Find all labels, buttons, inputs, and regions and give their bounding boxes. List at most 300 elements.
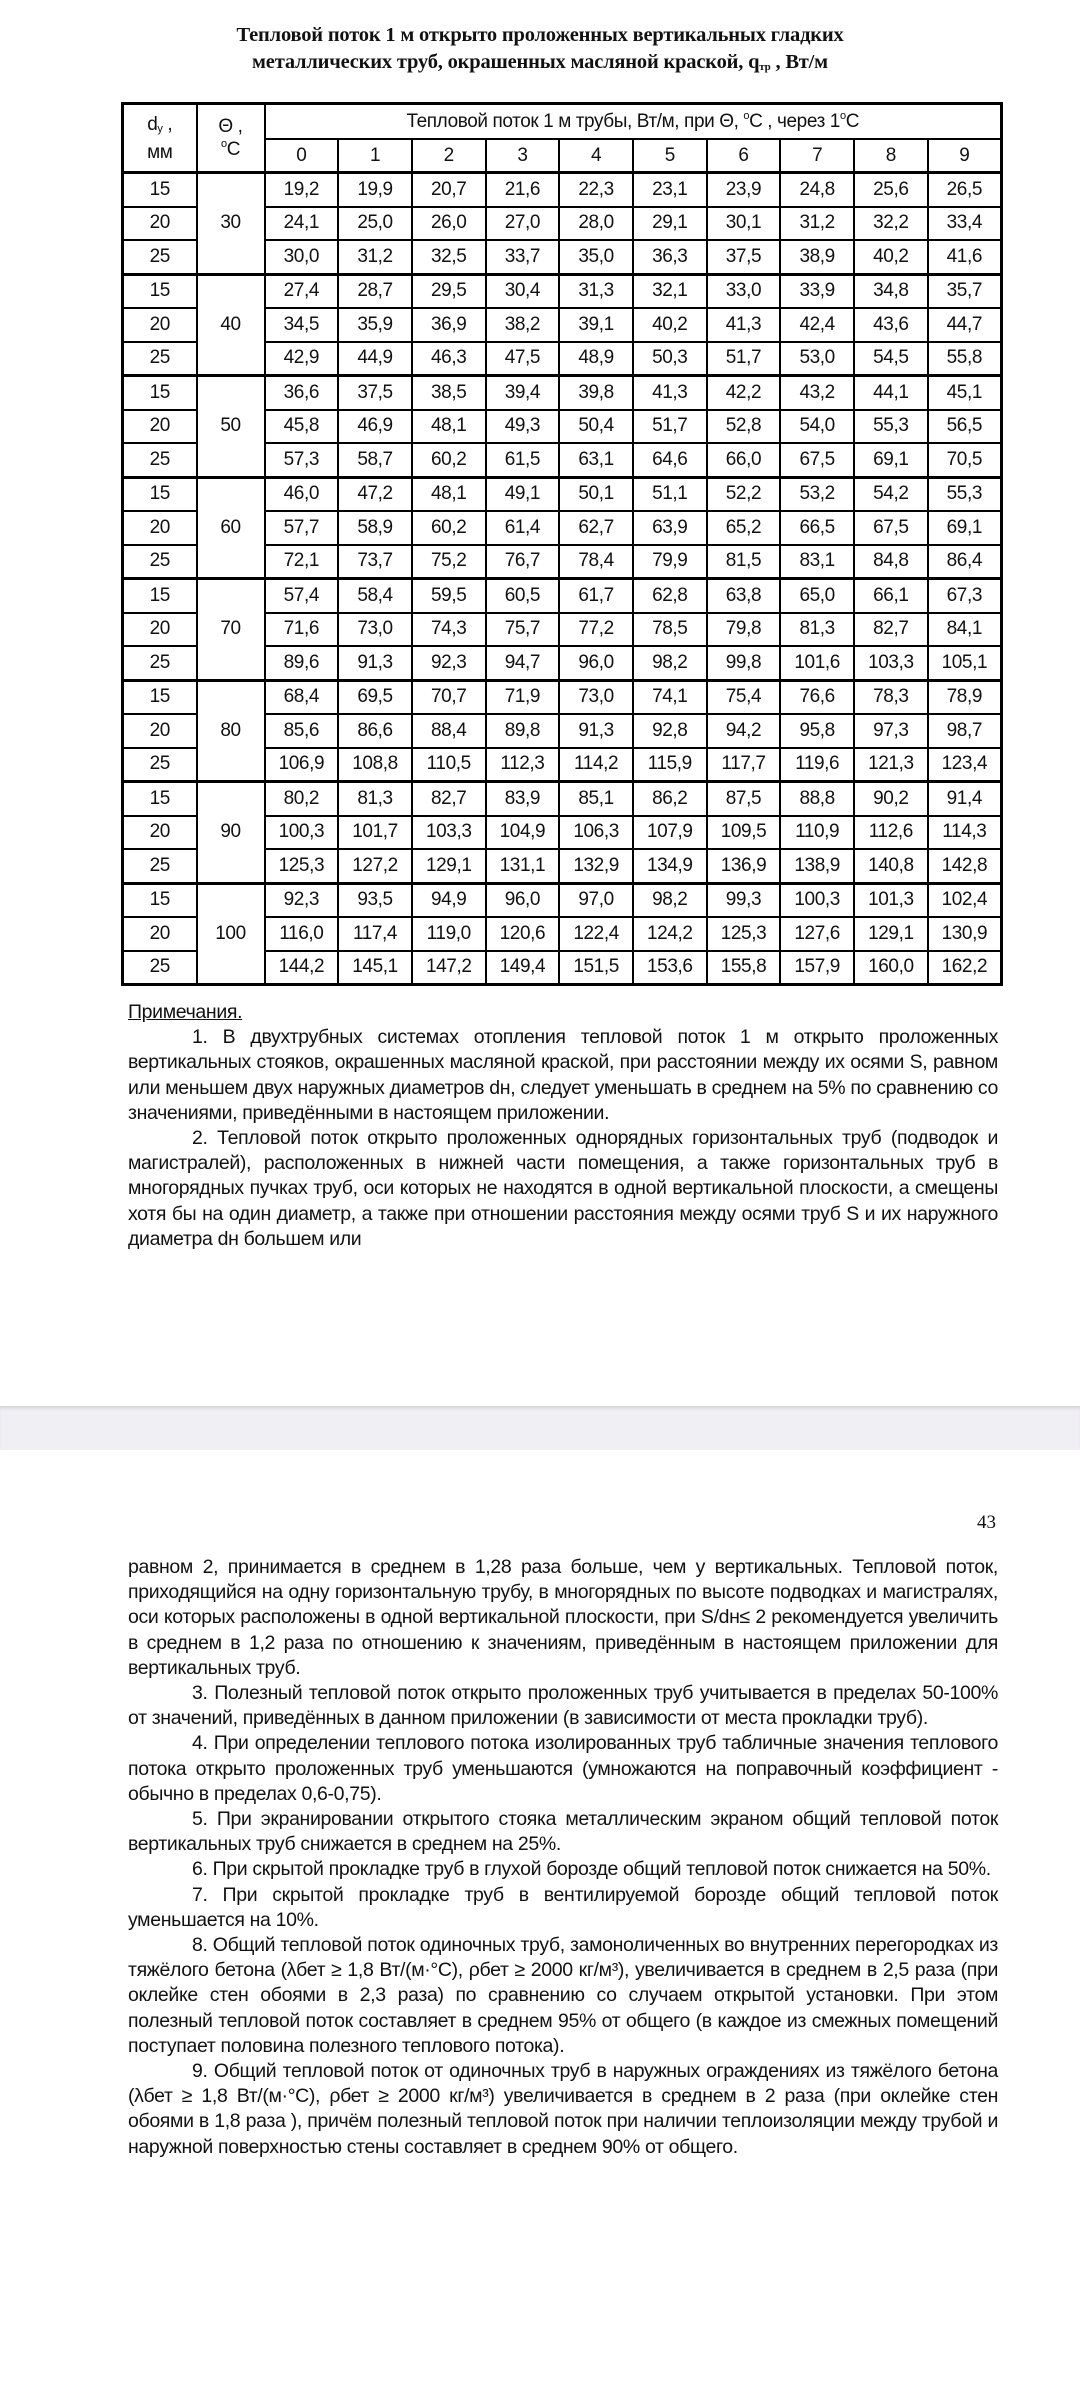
heat-flux-cell: 79,9 — [633, 545, 707, 579]
pipe-diameter-cell: 20 — [123, 816, 197, 850]
heat-flux-cell: 91,3 — [559, 714, 633, 748]
heat-flux-cell: 132,9 — [559, 849, 633, 883]
notes-section-page2 — [128, 1555, 998, 2160]
temperature-group-cell: 80 — [197, 680, 265, 782]
heat-flux-cell: 92,3 — [412, 646, 486, 680]
heat-flux-cell: 58,7 — [338, 443, 412, 477]
heat-flux-cell: 62,7 — [559, 511, 633, 545]
heat-flux-cell: 25,0 — [338, 207, 412, 241]
table-row — [123, 680, 1002, 714]
heat-flux-cell: 142,8 — [928, 849, 1002, 883]
heat-flux-cell: 112,6 — [854, 816, 928, 850]
heat-flux-cell: 21,6 — [486, 173, 560, 207]
heat-flux-cell: 101,3 — [854, 883, 928, 917]
heat-flux-cell: 55,8 — [928, 342, 1002, 376]
heat-flux-cell: 48,9 — [559, 342, 633, 376]
pipe-diameter-cell: 25 — [123, 646, 197, 680]
heat-flux-cell: 31,2 — [780, 207, 854, 241]
heat-flux-cell: 74,3 — [412, 613, 486, 647]
heat-flux-cell: 32,5 — [412, 240, 486, 274]
heat-flux-cell: 26,0 — [412, 207, 486, 241]
pipe-diameter-cell: 20 — [123, 308, 197, 342]
heat-flux-cell: 69,1 — [854, 443, 928, 477]
heat-flux-cell: 84,8 — [854, 545, 928, 579]
heat-flux-cell: 162,2 — [928, 951, 1002, 985]
heat-flux-cell: 75,7 — [486, 613, 560, 647]
heat-flux-cell: 68,4 — [265, 680, 339, 714]
heat-flux-cell: 85,6 — [265, 714, 339, 748]
heat-flux-cell: 106,3 — [559, 816, 633, 850]
heat-flux-cell: 33,7 — [486, 240, 560, 274]
note-1: 1. В двухтрубных системах отопления тепловой поток 1 м открыто проложенных вертикальных стояков, окрашенных масляной краской, при расстоянии между их осями S, равном или меньшем двух наружных диаметров dн, следует уменьшать в среднем на 5% по сравнению со значениями, приведёнными в настоящем приложении. — [128, 1026, 998, 1124]
heat-flux-cell: 53,2 — [780, 477, 854, 511]
heat-flux-cell: 114,3 — [928, 816, 1002, 850]
heat-flux-cell: 119,6 — [780, 748, 854, 782]
heat-flux-cell: 140,8 — [854, 849, 928, 883]
heat-flux-cell: 19,2 — [265, 173, 339, 207]
heat-flux-cell: 101,7 — [338, 816, 412, 850]
heat-flux-cell: 120,6 — [486, 917, 560, 951]
heat-flux-cell: 92,3 — [265, 883, 339, 917]
heat-flux-cell: 112,3 — [486, 748, 560, 782]
heat-flux-cell: 33,0 — [707, 274, 781, 308]
heat-flux-cell: 102,4 — [928, 883, 1002, 917]
heat-flux-cell: 56,5 — [928, 410, 1002, 444]
heat-flux-cell: 39,8 — [559, 376, 633, 410]
heat-flux-cell: 50,4 — [559, 410, 633, 444]
pipe-diameter-cell: 20 — [123, 207, 197, 241]
heat-flux-cell: 136,9 — [707, 849, 781, 883]
heat-flux-cell: 53,0 — [780, 342, 854, 376]
heat-flux-cell: 107,9 — [633, 816, 707, 850]
heat-flux-cell: 52,8 — [707, 410, 781, 444]
pipe-diameter-cell: 15 — [123, 376, 197, 410]
note-7: 7. При скрытой прокладке труб в вентилируемой борозде общий тепловой поток уменьшается на 10%. — [128, 1883, 998, 1931]
heat-flux-cell: 75,4 — [707, 680, 781, 714]
heat-flux-cell: 91,4 — [928, 782, 1002, 816]
heat-flux-cell: 115,9 — [633, 748, 707, 782]
heat-flux-cell: 155,8 — [707, 951, 781, 985]
heat-flux-cell: 35,9 — [338, 308, 412, 342]
heat-flux-cell: 49,3 — [486, 410, 560, 444]
temperature-group-cell: 40 — [197, 274, 265, 376]
heat-flux-cell: 99,3 — [707, 883, 781, 917]
pipe-diameter-cell: 15 — [123, 274, 197, 308]
heat-flux-cell: 153,6 — [633, 951, 707, 985]
table-row — [123, 477, 1002, 511]
heat-flux-cell: 110,5 — [412, 748, 486, 782]
heat-flux-cell: 149,4 — [486, 951, 560, 985]
heat-flux-cell: 92,8 — [633, 714, 707, 748]
heat-flux-cell: 157,9 — [780, 951, 854, 985]
table-row — [123, 579, 1002, 613]
column-header-6: 6 — [707, 139, 781, 173]
heat-flux-cell: 30,0 — [265, 240, 339, 274]
heat-flux-cell: 36,6 — [265, 376, 339, 410]
heat-flux-cell: 100,3 — [780, 883, 854, 917]
table-row — [123, 782, 1002, 816]
heat-flux-cell: 41,6 — [928, 240, 1002, 274]
heat-flux-cell: 37,5 — [707, 240, 781, 274]
heat-flux-cell: 67,3 — [928, 579, 1002, 613]
heat-flux-cell: 50,1 — [559, 477, 633, 511]
heat-flux-cell: 57,7 — [265, 511, 339, 545]
heat-flux-cell: 29,5 — [412, 274, 486, 308]
note-9: 9. Общий тепловой поток от одиночных труб в наружных ограждениях из тяжёлого бетона (λбет ≥ 1,8 Вт/(м·°С), ρбет ≥ 2000 кг/м³) увеличивается в среднем в 2 раза (при оклейке стен обоями в 1,8 раза ), причём полезный тепловой поток при наличии теплоизоляции между трубой и наружной поверхностью стены составляет в среднем 90% от общего. — [128, 2060, 998, 2158]
heat-flux-cell: 42,4 — [780, 308, 854, 342]
heat-flux-cell: 29,1 — [633, 207, 707, 241]
heat-flux-cell: 41,3 — [707, 308, 781, 342]
heat-flux-cell: 49,1 — [486, 477, 560, 511]
column-header-3: 3 — [486, 139, 560, 173]
column-header-7: 7 — [780, 139, 854, 173]
heat-flux-cell: 24,1 — [265, 207, 339, 241]
heat-flux-cell: 31,2 — [338, 240, 412, 274]
pipe-diameter-cell: 25 — [123, 951, 197, 985]
heat-flux-cell: 31,3 — [559, 274, 633, 308]
temperature-group-cell: 70 — [197, 579, 265, 681]
heat-flux-cell: 48,1 — [412, 477, 486, 511]
heat-flux-cell: 70,5 — [928, 443, 1002, 477]
heat-flux-cell: 82,7 — [854, 613, 928, 647]
heat-flux-cell: 73,0 — [338, 613, 412, 647]
heat-flux-cell: 30,1 — [707, 207, 781, 241]
heat-flux-cell: 38,2 — [486, 308, 560, 342]
note-4: 4. При определении теплового потока изолированных труб табличные значения теплового потока открыто проложенных труб уменьшаются (умножаются на поправочный коэффициент - обычно в пределах 0,6-0,75). — [128, 1732, 998, 1805]
heat-flux-cell: 20,7 — [412, 173, 486, 207]
table-title-line-2: металлических труб, окрашенных масляной краской, $q_{тр}$ , Вт/м — [252, 51, 828, 73]
heat-flux-cell: 76,7 — [486, 545, 560, 579]
heat-flux-cell: 43,2 — [780, 376, 854, 410]
pipe-diameter-cell: 25 — [123, 748, 197, 782]
page-separator — [0, 1406, 1080, 1450]
heat-flux-cell: 47,5 — [486, 342, 560, 376]
heat-flux-cell: 108,8 — [338, 748, 412, 782]
heat-flux-cell: 98,7 — [928, 714, 1002, 748]
heat-flux-cell: 130,9 — [928, 917, 1002, 951]
heat-flux-cell: 33,9 — [780, 274, 854, 308]
heat-flux-cell: 26,5 — [928, 173, 1002, 207]
heat-flux-cell: 50,3 — [633, 342, 707, 376]
heat-flux-cell: 41,3 — [633, 376, 707, 410]
heat-flux-cell: 36,3 — [633, 240, 707, 274]
heat-flux-cell: 65,2 — [707, 511, 781, 545]
heat-flux-cell: 89,6 — [265, 646, 339, 680]
heat-flux-cell: 88,4 — [412, 714, 486, 748]
heat-flux-cell: 79,8 — [707, 613, 781, 647]
heat-flux-cell: 75,2 — [412, 545, 486, 579]
notes-header: Примечания. — [128, 1001, 243, 1023]
heat-flux-cell: 67,5 — [854, 511, 928, 545]
heat-flux-cell: 60,5 — [486, 579, 560, 613]
heat-flux-cell: 125,3 — [707, 917, 781, 951]
heat-flux-cell: 63,9 — [633, 511, 707, 545]
heat-flux-cell: 131,1 — [486, 849, 560, 883]
heat-flux-cell: 138,9 — [780, 849, 854, 883]
heat-flux-cell: 37,5 — [338, 376, 412, 410]
heat-flux-cell: 117,7 — [707, 748, 781, 782]
heat-flux-cell: 145,1 — [338, 951, 412, 985]
heat-flux-cell: 86,4 — [928, 545, 1002, 579]
heat-flux-cell: 160,0 — [854, 951, 928, 985]
pipe-diameter-cell: 20 — [123, 714, 197, 748]
heat-flux-cell: 94,2 — [707, 714, 781, 748]
heat-flux-cell: 52,2 — [707, 477, 781, 511]
heat-flux-cell: 51,7 — [707, 342, 781, 376]
heat-flux-cell: 19,9 — [338, 173, 412, 207]
heat-flux-cell: 127,6 — [780, 917, 854, 951]
temperature-group-cell: 30 — [197, 173, 265, 275]
heat-flux-cell: 63,1 — [559, 443, 633, 477]
heat-flux-cell: 39,4 — [486, 376, 560, 410]
heat-flux-cell: 100,3 — [265, 816, 339, 850]
page-number: 43 — [977, 1512, 996, 1533]
note-6: 6. При скрытой прокладке труб в глухой борозде общий тепловой поток снижается на 50%. — [192, 1858, 991, 1881]
heat-flux-cell: 61,4 — [486, 511, 560, 545]
heat-flux-cell: 104,9 — [486, 816, 560, 850]
heat-flux-table — [121, 102, 1003, 986]
temperature-group-cell: 50 — [197, 376, 265, 478]
pipe-diameter-cell: 15 — [123, 173, 197, 207]
heat-flux-cell: 44,9 — [338, 342, 412, 376]
heat-flux-cell: 85,1 — [559, 782, 633, 816]
heat-flux-cell: 39,1 — [559, 308, 633, 342]
heat-flux-cell: 103,3 — [854, 646, 928, 680]
heat-flux-cell: 87,5 — [707, 782, 781, 816]
pipe-diameter-cell: 15 — [123, 883, 197, 917]
heat-flux-cell: 147,2 — [412, 951, 486, 985]
heat-flux-cell: 58,9 — [338, 511, 412, 545]
heat-flux-cell: 73,0 — [559, 680, 633, 714]
heat-flux-cell: 38,5 — [412, 376, 486, 410]
pipe-diameter-cell: 25 — [123, 240, 197, 274]
heat-flux-cell: 124,2 — [633, 917, 707, 951]
heat-flux-cell: 114,2 — [559, 748, 633, 782]
pipe-diameter-cell: 15 — [123, 782, 197, 816]
heat-flux-cell: 129,1 — [854, 917, 928, 951]
heat-flux-cell: 78,9 — [928, 680, 1002, 714]
heat-flux-cell: 46,3 — [412, 342, 486, 376]
heat-flux-cell: 83,1 — [780, 545, 854, 579]
heat-flux-cell: 82,7 — [412, 782, 486, 816]
heat-flux-cell: 81,5 — [707, 545, 781, 579]
heat-flux-cell: 35,0 — [559, 240, 633, 274]
heat-flux-cell: 36,9 — [412, 308, 486, 342]
column-header-5: 5 — [633, 139, 707, 173]
heat-flux-cell: 46,0 — [265, 477, 339, 511]
heat-flux-cell: 45,8 — [265, 410, 339, 444]
heat-flux-cell: 33,4 — [928, 207, 1002, 241]
heat-flux-cell: 34,5 — [265, 308, 339, 342]
heat-flux-cell: 109,5 — [707, 816, 781, 850]
heat-flux-cell: 32,2 — [854, 207, 928, 241]
heat-flux-cell: 134,9 — [633, 849, 707, 883]
heat-flux-cell: 27,0 — [486, 207, 560, 241]
heat-flux-cell: 78,4 — [559, 545, 633, 579]
note-8: 8. Общий тепловой поток одиночных труб, замоноличенных во внутренних перегородках из тяжёлого бетона (λбет ≥ 1,8 Вт/(м·°С), ρбет ≥ 2000 кг/м³), увеличивается в среднем в 2,5 раза (при оклейке стен обоями в 2,3 раза) по сравнению со случаем открытой установки. При этом полезный тепловой поток составляет в среднем 95% от общего (в каждое из смежных помещений поступает половина полезного теплового потока). — [128, 1934, 998, 2057]
heat-flux-cell: 55,3 — [854, 410, 928, 444]
heat-flux-cell: 83,9 — [486, 782, 560, 816]
heat-flux-cell: 57,4 — [265, 579, 339, 613]
header-pipe-diameter: $d_y$ , мм — [123, 104, 197, 173]
column-header-4: 4 — [559, 139, 633, 173]
table-title — [0, 22, 1080, 81]
heat-flux-cell: 43,6 — [854, 308, 928, 342]
heat-flux-cell: 106,9 — [265, 748, 339, 782]
pipe-diameter-cell: 25 — [123, 849, 197, 883]
table-title-line-1: Тепловой поток 1 м открыто проложенных вертикальных гладких — [236, 24, 844, 46]
heat-flux-cell: 127,2 — [338, 849, 412, 883]
heat-flux-cell: 42,9 — [265, 342, 339, 376]
pipe-diameter-cell: 20 — [123, 410, 197, 444]
heat-flux-cell: 86,6 — [338, 714, 412, 748]
heat-flux-cell: 61,5 — [486, 443, 560, 477]
heat-flux-cell: 71,6 — [265, 613, 339, 647]
heat-flux-cell: 69,1 — [928, 511, 1002, 545]
header-heat-flux-span: Тепловой поток 1 м трубы, Вт/м, при Θ, $^o$C , через 1$^o$C — [265, 104, 1002, 140]
heat-flux-cell: 27,4 — [265, 274, 339, 308]
table-row — [123, 173, 1002, 207]
heat-flux-cell: 129,1 — [412, 849, 486, 883]
heat-flux-cell: 40,2 — [633, 308, 707, 342]
heat-flux-cell: 123,4 — [928, 748, 1002, 782]
heat-flux-cell: 101,6 — [780, 646, 854, 680]
pipe-diameter-cell: 20 — [123, 511, 197, 545]
heat-flux-cell: 96,0 — [486, 883, 560, 917]
heat-flux-cell: 47,2 — [338, 477, 412, 511]
heat-flux-cell: 91,3 — [338, 646, 412, 680]
heat-flux-cell: 88,8 — [780, 782, 854, 816]
heat-flux-cell: 66,0 — [707, 443, 781, 477]
heat-flux-cell: 59,5 — [412, 579, 486, 613]
heat-flux-cell: 22,3 — [559, 173, 633, 207]
heat-flux-cell: 89,8 — [486, 714, 560, 748]
temperature-group-cell: 90 — [197, 782, 265, 884]
heat-flux-cell: 96,0 — [559, 646, 633, 680]
heat-flux-cell: 34,8 — [854, 274, 928, 308]
heat-flux-cell: 40,2 — [854, 240, 928, 274]
pipe-diameter-cell: 20 — [123, 613, 197, 647]
pipe-diameter-cell: 15 — [123, 680, 197, 714]
heat-flux-cell: 98,2 — [633, 646, 707, 680]
heat-flux-cell: 76,6 — [780, 680, 854, 714]
heat-flux-cell: 61,7 — [559, 579, 633, 613]
heat-flux-cell: 58,4 — [338, 579, 412, 613]
heat-flux-cell: 64,6 — [633, 443, 707, 477]
heat-flux-cell: 54,0 — [780, 410, 854, 444]
heat-flux-cell: 32,1 — [633, 274, 707, 308]
heat-flux-cell: 55,3 — [928, 477, 1002, 511]
heat-flux-cell: 97,3 — [854, 714, 928, 748]
table-row — [123, 376, 1002, 410]
heat-flux-cell: 116,0 — [265, 917, 339, 951]
column-header-9: 9 — [928, 139, 1002, 173]
heat-flux-cell: 70,7 — [412, 680, 486, 714]
heat-flux-cell: 57,3 — [265, 443, 339, 477]
column-header-2: 2 — [412, 139, 486, 173]
column-header-8: 8 — [854, 139, 928, 173]
notes-section-page1 — [128, 1000, 998, 1252]
heat-flux-cell: 72,1 — [265, 545, 339, 579]
column-header-0: 0 — [265, 139, 339, 173]
heat-flux-cell: 117,4 — [338, 917, 412, 951]
heat-flux-cell: 122,4 — [559, 917, 633, 951]
heat-flux-cell: 144,2 — [265, 951, 339, 985]
heat-flux-cell: 90,2 — [854, 782, 928, 816]
heat-flux-cell: 60,2 — [412, 511, 486, 545]
heat-flux-cell: 125,3 — [265, 849, 339, 883]
heat-flux-cell: 110,9 — [780, 816, 854, 850]
heat-flux-cell: 119,0 — [412, 917, 486, 951]
heat-flux-cell: 99,8 — [707, 646, 781, 680]
heat-flux-cell: 86,2 — [633, 782, 707, 816]
heat-flux-cell: 69,5 — [338, 680, 412, 714]
heat-flux-cell: 81,3 — [780, 613, 854, 647]
heat-flux-cell: 121,3 — [854, 748, 928, 782]
heat-flux-cell: 73,7 — [338, 545, 412, 579]
table-row — [123, 274, 1002, 308]
heat-flux-cell: 105,1 — [928, 646, 1002, 680]
heat-flux-cell: 98,2 — [633, 883, 707, 917]
heat-flux-cell: 60,2 — [412, 443, 486, 477]
heat-flux-cell: 54,2 — [854, 477, 928, 511]
heat-flux-cell: 71,9 — [486, 680, 560, 714]
heat-flux-cell: 45,1 — [928, 376, 1002, 410]
heat-flux-cell: 94,9 — [412, 883, 486, 917]
pipe-diameter-cell: 25 — [123, 545, 197, 579]
heat-flux-cell: 48,1 — [412, 410, 486, 444]
heat-flux-table-body — [123, 173, 1002, 985]
heat-flux-cell: 44,7 — [928, 308, 1002, 342]
heat-flux-cell: 28,7 — [338, 274, 412, 308]
heat-flux-cell: 84,1 — [928, 613, 1002, 647]
note-2-part1: 2. Тепловой поток открыто проложенных однорядных горизонтальных труб (подводок и магистралей), расположенных в нижней части помещения, а также горизонтальных труб в многорядных пучках труб, оси которых не находятся в одной вертикальной плоскости, а смещены хотя бы на один диаметр, а также при отношении расстояния между осями труб S и их наружного диаметра dн большем или — [128, 1127, 998, 1250]
heat-flux-cell: 51,1 — [633, 477, 707, 511]
heat-flux-cell: 65,0 — [780, 579, 854, 613]
heat-flux-cell: 93,5 — [338, 883, 412, 917]
pipe-diameter-cell: 15 — [123, 477, 197, 511]
heat-flux-cell: 35,7 — [928, 274, 1002, 308]
heat-flux-cell: 67,5 — [780, 443, 854, 477]
heat-flux-cell: 51,7 — [633, 410, 707, 444]
heat-flux-cell: 54,5 — [854, 342, 928, 376]
heat-flux-cell: 23,1 — [633, 173, 707, 207]
heat-flux-cell: 25,6 — [854, 173, 928, 207]
table-row — [123, 883, 1002, 917]
note-3: 3. Полезный тепловой поток открыто проложенных труб учитывается в пределах 50-100% от значений, приведённых в данном приложении (в зависимости от места прокладки труб). — [128, 1682, 998, 1730]
heat-flux-cell: 62,8 — [633, 579, 707, 613]
heat-flux-cell: 77,2 — [559, 613, 633, 647]
heat-flux-cell: 44,1 — [854, 376, 928, 410]
heat-flux-cell: 81,3 — [338, 782, 412, 816]
note-5: 5. При экранировании открытого стояка металлическим экраном общий тепловой поток вертикальных труб снижается в среднем на 25%. — [128, 1808, 998, 1856]
heat-flux-cell: 94,7 — [486, 646, 560, 680]
temperature-group-cell: 60 — [197, 477, 265, 579]
heat-flux-cell: 74,1 — [633, 680, 707, 714]
heat-flux-cell: 78,5 — [633, 613, 707, 647]
heat-flux-cell: 28,0 — [559, 207, 633, 241]
heat-flux-cell: 30,4 — [486, 274, 560, 308]
heat-flux-cell: 151,5 — [559, 951, 633, 985]
temperature-group-cell: 100 — [197, 883, 265, 985]
column-header-1: 1 — [338, 139, 412, 173]
heat-flux-cell: 103,3 — [412, 816, 486, 850]
heat-flux-cell: 38,9 — [780, 240, 854, 274]
heat-flux-cell: 66,1 — [854, 579, 928, 613]
heat-flux-cell: 42,2 — [707, 376, 781, 410]
heat-flux-cell: 46,9 — [338, 410, 412, 444]
heat-flux-cell: 78,3 — [854, 680, 928, 714]
